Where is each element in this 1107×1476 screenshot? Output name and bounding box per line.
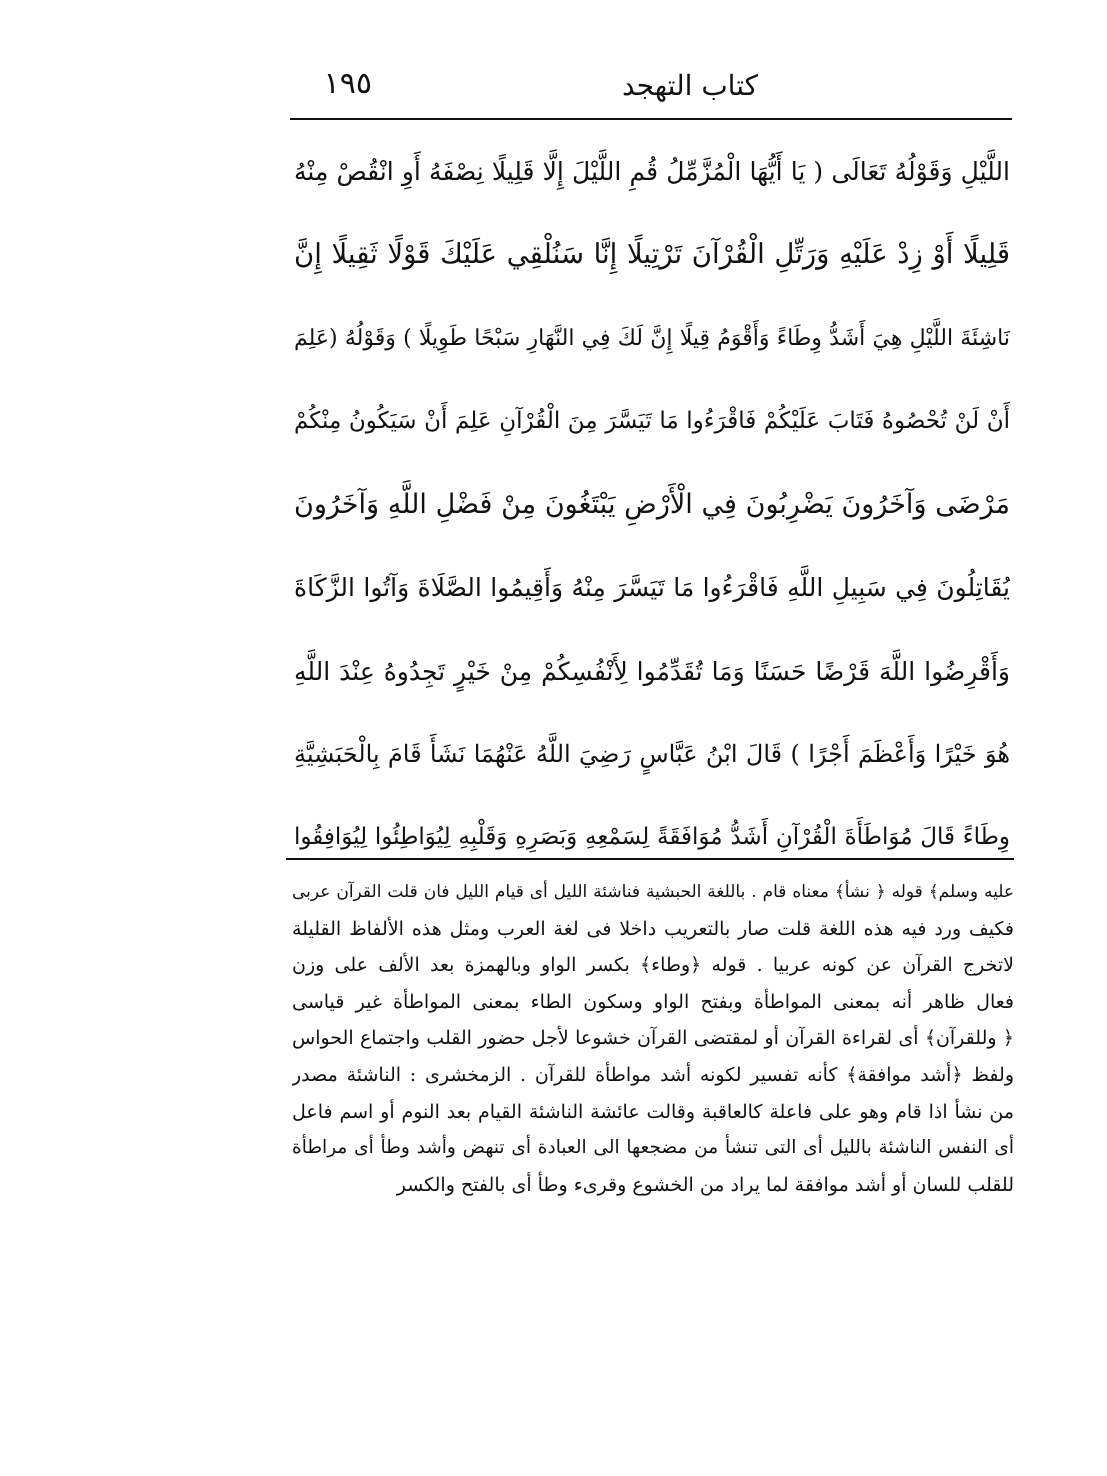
commentary-line: للقلب للسان أو أشد موافقة لما يراد من الخشوع وقرىء وطأ أى بالفتح والكسر bbox=[396, 1173, 1014, 1196]
commentary-line: لاتخرج القرآن عن كونه عربيا . قوله ﴿وطاء﴾ بكسر الواو وبالهمزة بعد الألف على وزن bbox=[292, 954, 1014, 977]
chapter-title: كتاب التهجد bbox=[621, 69, 758, 102]
main-text-line: وِطَاءً قَالَ مُوَاطَأَةَ الْقُرْآنِ أَشَدُّ مُوَافَقَةً لِسَمْعِهِ وَبَصَرِهِ وَقَلْبِهِ لِيُوَاطِئُوا لِيُوَافِقُوا bbox=[294, 824, 1010, 851]
main-text-line: هُوَ خَيْرًا وَأَعْظَمَ أَجْرًا ) قَالَ ابْنُ عَبَّاسٍ رَضِيَ اللَّهُ عَنْهُمَا نَشَأَ قَامَ بِالْحَبَشِيَّةِ bbox=[294, 740, 1010, 769]
commentary-line: أى النفس الناشئة بالليل أى التى تنشأ من مضجعها الى العبادة أى تنهض وأشد وطأ أى مراطأة bbox=[292, 1137, 1014, 1159]
main-text-line: مَرْضَى وَآخَرُونَ يَضْرِبُونَ فِي الْأَرْضِ يَبْتَغُونَ مِنْ فَضْلِ اللَّهِ وَآخَرُونَ bbox=[294, 489, 1010, 521]
main-text-line: يُقَاتِلُونَ فِي سَبِيلِ اللَّهِ فَاقْرَءُوا مَا تَيَسَّرَ مِنْهُ وَأَقِيمُوا الصَّلَاةَ وَآتُوا الزَّكَاةَ bbox=[294, 573, 1010, 603]
main-text-block bbox=[294, 130, 1010, 880]
main-text-line: قَلِيلًا أَوْ زِدْ عَلَيْهِ وَرَتِّلِ الْقُرْآنَ تَرْتِيلًا إِنَّا سَنُلْقِي عَلَيْكَ قَوْلًا ثَقِيلًا إِنَّ bbox=[294, 238, 1010, 271]
commentary-line: ﴿ وللقرآن﴾ أى لقراءة القرآن أو لمقتضى القرآن خشوعا لأجل حضور القلب واجتماع الحواس bbox=[292, 1027, 1014, 1050]
commentary-line: فكيف ورد فيه هذه اللغة قلت صار بالتعريب داخلا فى لغة العرب ومثل هذه الألفاظ القليلة bbox=[292, 917, 1014, 940]
footnote-separator bbox=[286, 858, 1014, 860]
commentary-line: عليه وسلم﴾ قوله ﴿ نشأ﴾ معناه قام . باللغة الحبشية فناشئة الليل أى قيام الليل فان قلت القرآن عربى bbox=[292, 882, 1014, 902]
running-header bbox=[290, 62, 1012, 110]
main-text-line: اللَّيْلِ وَقَوْلُهُ تَعَالَى ( يَا أَيُّهَا الْمُزَّمِّلُ قُمِ اللَّيْلَ إِلَّا قَلِيلًا نِصْفَهُ أَوِ انْقُصْ مِنْهُ bbox=[294, 157, 1010, 186]
main-text-line: نَاشِئَةَ اللَّيْلِ هِيَ أَشَدُّ وِطَاءً وَأَقْوَمُ قِيلًا إِنَّ لَكَ فِي النَّهَارِ سَبْحًا طَوِيلًا ) وَقَوْلُهُ (عَلِمَ bbox=[294, 325, 1010, 351]
commentary-line: فعال ظاهر أنه بمعنى المواطأة وبفتح الواو وسكون الطاء بمعنى المواطأة غير قياسى bbox=[292, 990, 1014, 1013]
commentary-line: ولفظ ﴿أشد موافقة﴾ كأنه تفسير لكونه أشد مواطأة للقرآن . الزمخشرى : الناشئة مصدر bbox=[292, 1063, 1014, 1086]
main-text-line: أَنْ لَنْ تُحْصُوهُ فَتَابَ عَلَيْكُمْ فَاقْرَءُوا مَا تَيَسَّرَ مِنَ الْقُرْآنِ عَلِمَ أَنْ سَيَكُونُ مِنْكُمْ bbox=[294, 407, 1010, 434]
header-rule bbox=[290, 118, 1012, 120]
page-number: ١٩٥ bbox=[323, 66, 372, 101]
commentary-line: من نشأ اذا قام وهو على فاعلة كالعاقبة وقالت عائشة الناشئة القيام بعد النوم أو اسم فاعل bbox=[292, 1100, 1014, 1123]
main-text-line: وَأَقْرِضُوا اللَّهَ قَرْضًا حَسَنًا وَمَا تُقَدِّمُوا لِأَنْفُسِكُمْ مِنْ خَيْرٍ تَجِدُوهُ عِنْدَ اللَّهِ bbox=[294, 656, 1010, 686]
commentary-block bbox=[292, 874, 1014, 1203]
